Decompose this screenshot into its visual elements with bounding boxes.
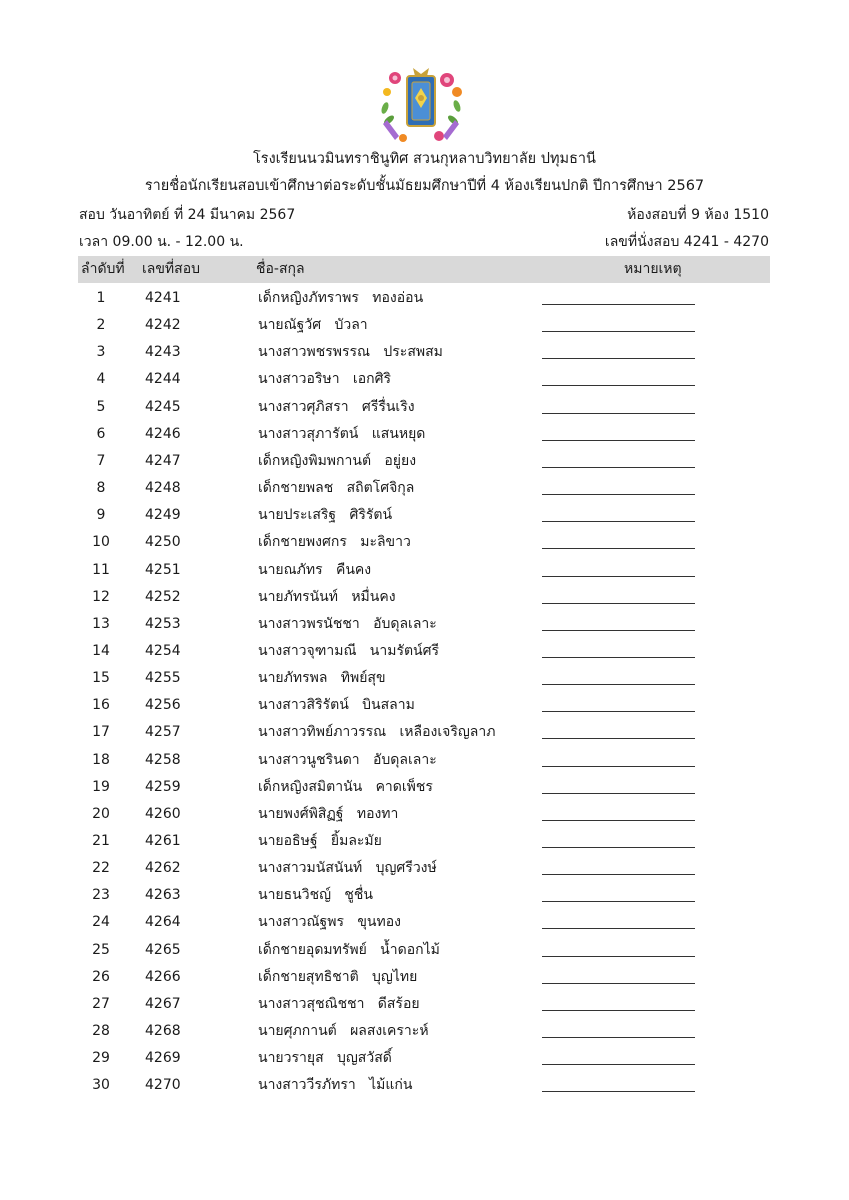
- table-row: [0, 343, 849, 370]
- table-row: [0, 995, 849, 1022]
- table-row: [0, 615, 849, 642]
- row-exam-id: 4249: [145, 507, 181, 524]
- table-row: [0, 941, 849, 968]
- table-row: [0, 778, 849, 805]
- remark-line: [542, 956, 695, 957]
- row-exam-id: 4241: [145, 290, 181, 306]
- remark-line: [542, 1037, 695, 1038]
- row-student-name: นางสาวศุภิสรา ศรีรื่นเริง: [258, 398, 415, 415]
- row-number: 18: [92, 751, 110, 768]
- row-exam-id: 4262: [145, 860, 181, 877]
- row-student-name: นางสาวพชรพรรณ ประสพสม: [258, 344, 443, 361]
- row-student-name: เด็กชายพงศกร มะลิขาว: [258, 534, 411, 551]
- remark-line: [542, 494, 695, 495]
- row-exam-id: 4265: [145, 941, 181, 958]
- row-exam-id: 4252: [145, 588, 181, 605]
- table-row: [0, 1076, 849, 1103]
- table-row: [0, 533, 849, 560]
- row-student-name: เด็กหญิงสมิตานัน คาดเพ็ชร: [258, 778, 433, 795]
- header-remark: หมายเหตุ: [624, 261, 682, 277]
- row-number: 14: [92, 643, 110, 659]
- exam-date: สอบ วันอาทิตย์ ที่ 24 มีนาคม 2567: [79, 207, 296, 223]
- exam-time: เวลา 09.00 น. - 12.00 น.: [79, 234, 244, 250]
- row-student-name: นายพงศ์พิสิฏฐ์ ทองทา: [258, 805, 399, 822]
- row-exam-id: 4254: [145, 643, 181, 659]
- row-number: 15: [92, 670, 110, 687]
- remark-line: [542, 657, 695, 658]
- school-emblem-icon: [375, 62, 467, 148]
- remark-line: [542, 928, 695, 929]
- row-student-name: นายประเสริฐ ศิริรัตน์: [258, 507, 393, 524]
- row-exam-id: 4261: [145, 833, 181, 849]
- row-number: 26: [92, 968, 110, 985]
- remark-line: [542, 548, 695, 549]
- row-exam-id: 4255: [145, 670, 181, 687]
- row-number: 6: [96, 425, 106, 442]
- row-number: 22: [92, 860, 110, 877]
- row-number: 29: [92, 1050, 110, 1067]
- row-number: 25: [92, 941, 110, 958]
- list-title: รายชื่อนักเรียนสอบเข้าศึกษาต่อระดับชั้นมัธยมศึกษาปีที่ 4 ห้องเรียนปกติ ปีการศึกษา 2567: [144, 178, 705, 194]
- row-number: 10: [92, 534, 110, 551]
- row-number: 5: [96, 398, 106, 415]
- row-exam-id: 4251: [145, 561, 181, 578]
- remark-line: [542, 630, 695, 631]
- row-exam-id: 4258: [145, 751, 181, 768]
- row-exam-id: 4259: [145, 778, 181, 795]
- row-student-name: นายภัทรนันท์ หมื่นคง: [258, 588, 396, 605]
- row-exam-id: 4260: [145, 805, 181, 822]
- row-student-name: นายณัฐวัศ บัวลา: [258, 317, 368, 334]
- row-number: 11: [92, 561, 110, 578]
- row-exam-id: 4242: [145, 317, 181, 334]
- remark-line: [542, 1091, 695, 1092]
- table-row: [0, 316, 849, 343]
- table-row: [0, 832, 849, 859]
- remark-line: [542, 521, 695, 522]
- row-exam-id: 4245: [145, 398, 181, 415]
- remark-line: [542, 1064, 695, 1065]
- table-row: [0, 886, 849, 913]
- row-number: 1: [96, 290, 106, 306]
- row-number: 7: [96, 452, 106, 469]
- row-student-name: นายณภัทร คืนคง: [258, 561, 372, 578]
- row-number: 20: [92, 805, 110, 822]
- row-number: 12: [92, 588, 110, 605]
- row-number: 13: [92, 615, 110, 632]
- row-number: 17: [92, 724, 110, 741]
- row-student-name: นางสาวสุชณิชชา ดีสร้อย: [258, 995, 420, 1012]
- exam-room: ห้องสอบที่ 9 ห้อง 1510: [627, 207, 769, 223]
- table-row: [0, 642, 849, 669]
- remark-line: [542, 440, 695, 441]
- remark-line: [542, 820, 695, 821]
- remark-line: [542, 874, 695, 875]
- table-row: [0, 968, 849, 995]
- row-exam-id: 4253: [145, 615, 181, 632]
- row-number: 16: [92, 697, 110, 714]
- table-row: [0, 913, 849, 940]
- row-exam-id: 4243: [145, 344, 181, 361]
- remark-line: [542, 576, 695, 577]
- row-exam-id: 4250: [145, 534, 181, 551]
- row-number: 8: [96, 480, 106, 496]
- remark-line: [542, 1010, 695, 1011]
- row-student-name: นางสาวพรนัชชา อับดุลเลาะ: [258, 615, 437, 632]
- remark-line: [542, 358, 695, 359]
- remark-line: [542, 385, 695, 386]
- table-row: [0, 588, 849, 615]
- row-exam-id: 4266: [145, 968, 181, 985]
- row-exam-id: 4264: [145, 914, 181, 931]
- table-row: [0, 723, 849, 750]
- row-student-name: นายธนวิชญ์ ชูชื่น: [258, 887, 373, 904]
- table-row: [0, 1022, 849, 1049]
- row-student-name: เด็กหญิงพิมพกานต์ อยู่ยง: [258, 452, 417, 469]
- remark-line: [542, 413, 695, 414]
- header-name: ชื่อ-สกุล: [256, 261, 305, 277]
- row-student-name: นางสาวมนัสนันท์ บุญศรีวงษ์: [258, 860, 437, 877]
- row-exam-id: 4263: [145, 887, 181, 904]
- header-exam-id: เลขที่สอบ: [142, 261, 201, 277]
- table-row: [0, 859, 849, 886]
- table-row: [0, 425, 849, 452]
- row-student-name: นางสาวสิริรัตน์ บินสลาม: [258, 697, 415, 714]
- row-student-name: นางสาวสุภารัตน์ แสนหยุด: [258, 425, 426, 442]
- row-number: 27: [92, 995, 110, 1012]
- row-student-name: นางสาวทิพย์ภาวรรณ เหลืองเจริญลาภ: [258, 724, 496, 741]
- row-student-name: นายวรายุส บุญสวัสดิ์: [258, 1050, 392, 1067]
- remark-line: [542, 467, 695, 468]
- row-number: 24: [92, 914, 110, 931]
- row-student-name: นายอธิษฐ์ ยิ้มละมัย: [258, 833, 382, 849]
- remark-line: [542, 684, 695, 685]
- table-row: [0, 669, 849, 696]
- table-row: [0, 1049, 849, 1076]
- row-student-name: นายศุภกานต์ ผลสงเคราะห์: [258, 1023, 429, 1039]
- remark-line: [542, 603, 695, 604]
- row-number: 23: [92, 887, 110, 904]
- row-student-name: เด็กชายสุทธิชาติ บุญไทย: [258, 968, 418, 985]
- row-student-name: นางสาวอริษา เอกศิริ: [258, 371, 391, 388]
- row-number: 19: [92, 778, 110, 795]
- row-number: 4: [96, 371, 106, 388]
- row-student-name: เด็กชายอุดมทรัพย์ น้ำดอกไม้: [258, 941, 440, 958]
- row-student-name: เด็กหญิงภัทราพร ทองอ่อน: [258, 290, 424, 306]
- row-exam-id: 4267: [145, 995, 181, 1012]
- table-row: [0, 506, 849, 533]
- row-exam-id: 4270: [145, 1077, 181, 1094]
- table-row: [0, 696, 849, 723]
- table-row: [0, 479, 849, 506]
- row-exam-id: 4244: [145, 371, 181, 388]
- remark-line: [542, 766, 695, 767]
- row-exam-id: 4268: [145, 1023, 181, 1039]
- row-student-name: นางสาวจุฑามณี นามรัตน์ศรี: [258, 643, 440, 659]
- row-number: 21: [92, 833, 110, 849]
- remark-line: [542, 793, 695, 794]
- row-student-name: นายภัทรพล ทิพย์สุข: [258, 670, 386, 687]
- row-exam-id: 4247: [145, 452, 181, 469]
- row-number: 30: [92, 1077, 110, 1094]
- school-name: โรงเรียนนวมินทราชินูทิศ สวนกุหลาบวิทยาลัย ปทุมธานี: [253, 151, 596, 167]
- row-student-name: นางสาวนูชรินดา อับดุลเลาะ: [258, 751, 437, 768]
- row-student-name: นางสาววีรภัทรา ไม้แก่น: [258, 1077, 413, 1094]
- remark-line: [542, 901, 695, 902]
- row-exam-id: 4269: [145, 1050, 181, 1067]
- row-number: 9: [96, 507, 106, 524]
- row-exam-id: 4246: [145, 425, 181, 442]
- remark-line: [542, 847, 695, 848]
- row-number: 3: [96, 344, 106, 361]
- remark-line: [542, 738, 695, 739]
- table-row: [0, 805, 849, 832]
- row-exam-id: 4248: [145, 480, 181, 496]
- table-header: [78, 256, 770, 283]
- table-row: [0, 452, 849, 479]
- remark-line: [542, 983, 695, 984]
- table-row: [0, 561, 849, 588]
- remark-line: [542, 304, 695, 305]
- remark-line: [542, 331, 695, 332]
- table-row: [0, 751, 849, 778]
- table-row: [0, 289, 849, 316]
- row-number: 28: [92, 1023, 110, 1039]
- row-exam-id: 4257: [145, 724, 181, 741]
- table-row: [0, 370, 849, 397]
- remark-line: [542, 711, 695, 712]
- row-exam-id: 4256: [145, 697, 181, 714]
- row-student-name: เด็กชายพลช สถิตโศจิกุล: [258, 480, 415, 496]
- header-no: ลำดับที่: [81, 261, 125, 277]
- row-number: 2: [96, 317, 106, 334]
- seat-range: เลขที่นั่งสอบ 4241 - 4270: [604, 234, 769, 250]
- table-row: [0, 398, 849, 425]
- row-student-name: นางสาวณัฐพร ขุนทอง: [258, 914, 401, 931]
